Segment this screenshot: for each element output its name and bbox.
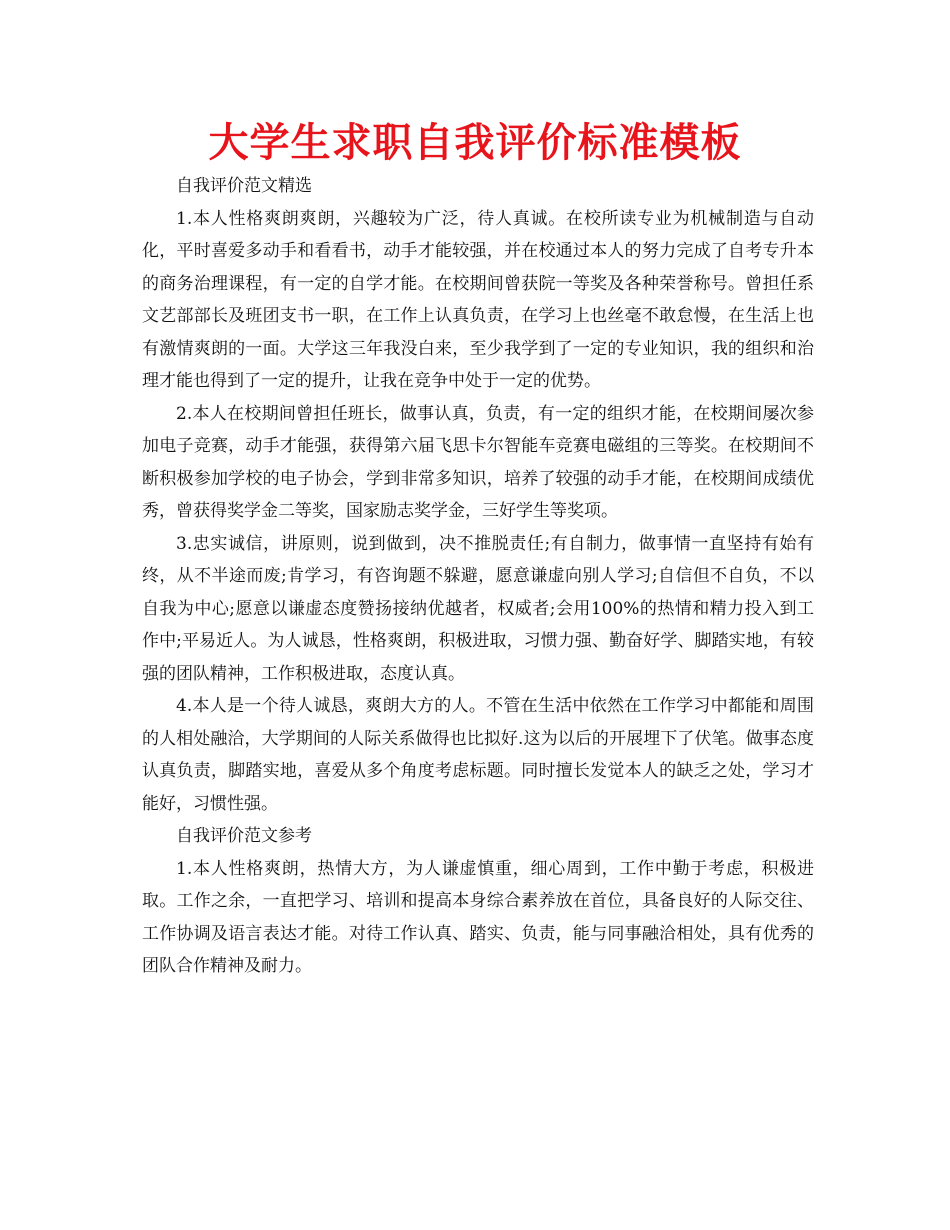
- paragraph-5: 1.本人性格爽朗，热情大方，为人谦虚慎重，细心周到，工作中勤于考虑，积极进取。工作之余，一直把学习、培训和提高本身综合素养放在首位，具备良好的人际交往、工作协调及语言表达才能。对待工作认真、踏实、负责，能与同事融洽相处，具有优秀的团队合作精神及耐力。: [142, 858, 814, 976]
- paragraph-1: 1.本人性格爽朗爽朗，兴趣较为广泛，待人真诚。在校所读专业为机械制造与自动化，平时喜爱多动手和看看书，动手才能较强，并在校通过本人的努力完成了自考专升本的商务治理课程，有一定的自学才能。在校期间曾获院一等奖及各种荣誉称号。曾担任系文艺部部长及班团支书一职，在工作上认真负责，在学习上也丝毫不敢怠慢，在生活上也有激情爽朗的一面。大学这三年我没白来，至少我学到了一定的专业知识，我的组织和治理才能也得到了一定的提升，让我在竞争中处于一定的优势。: [142, 208, 814, 391]
- page-title: 大学生求职自我评价标准模板: [208, 120, 742, 166]
- section-heading-selected: 自我评价范文精选: [176, 176, 312, 196]
- section-heading-reference: 自我评价范文参考: [176, 826, 312, 846]
- paragraph-2: 2.本人在校期间曾担任班长，做事认真，负责，有一定的组织才能，在校期间屡次参加电子竞赛，动手才能强，获得第六届飞思卡尔智能车竞赛电磁组的三等奖。在校期间不断积极参加学校的电子协会，学到非常多知识，培养了较强的动手才能，在校期间成绩优秀，曾获得奖学金二等奖，国家励志奖学金，三好学生等奖项。: [142, 403, 814, 521]
- paragraph-4: 4.本人是一个待人诚恳，爽朗大方的人。不管在生活中依然在工作学习中都能和周围的人相处融洽，大学期间的人际关系做得也比拟好.这为以后的开展埋下了伏笔。做事态度认真负责，脚踏实地，喜爱从多个角度考虑标题。同时擅长发觉本人的缺乏之处，学习才能好，习惯性强。: [142, 696, 814, 814]
- paragraph-3: 3.忠实诚信，讲原则，说到做到，决不推脱责任;有自制力，做事情一直坚持有始有终，从不半途而废;肯学习，有咨询题不躲避，愿意谦虚向别人学习;自信但不自负，不以自我为中心;愿意以谦虚态度赞扬接纳优越者，权威者;会用100%的热情和精力投入到工作中;平易近人。为人诚恳，性格爽朗，积极进取，习惯力强、勤奋好学、脚踏实地，有较强的团队精神，工作积极进取，态度认真。: [142, 533, 814, 684]
- document-body: [142, 170, 814, 983]
